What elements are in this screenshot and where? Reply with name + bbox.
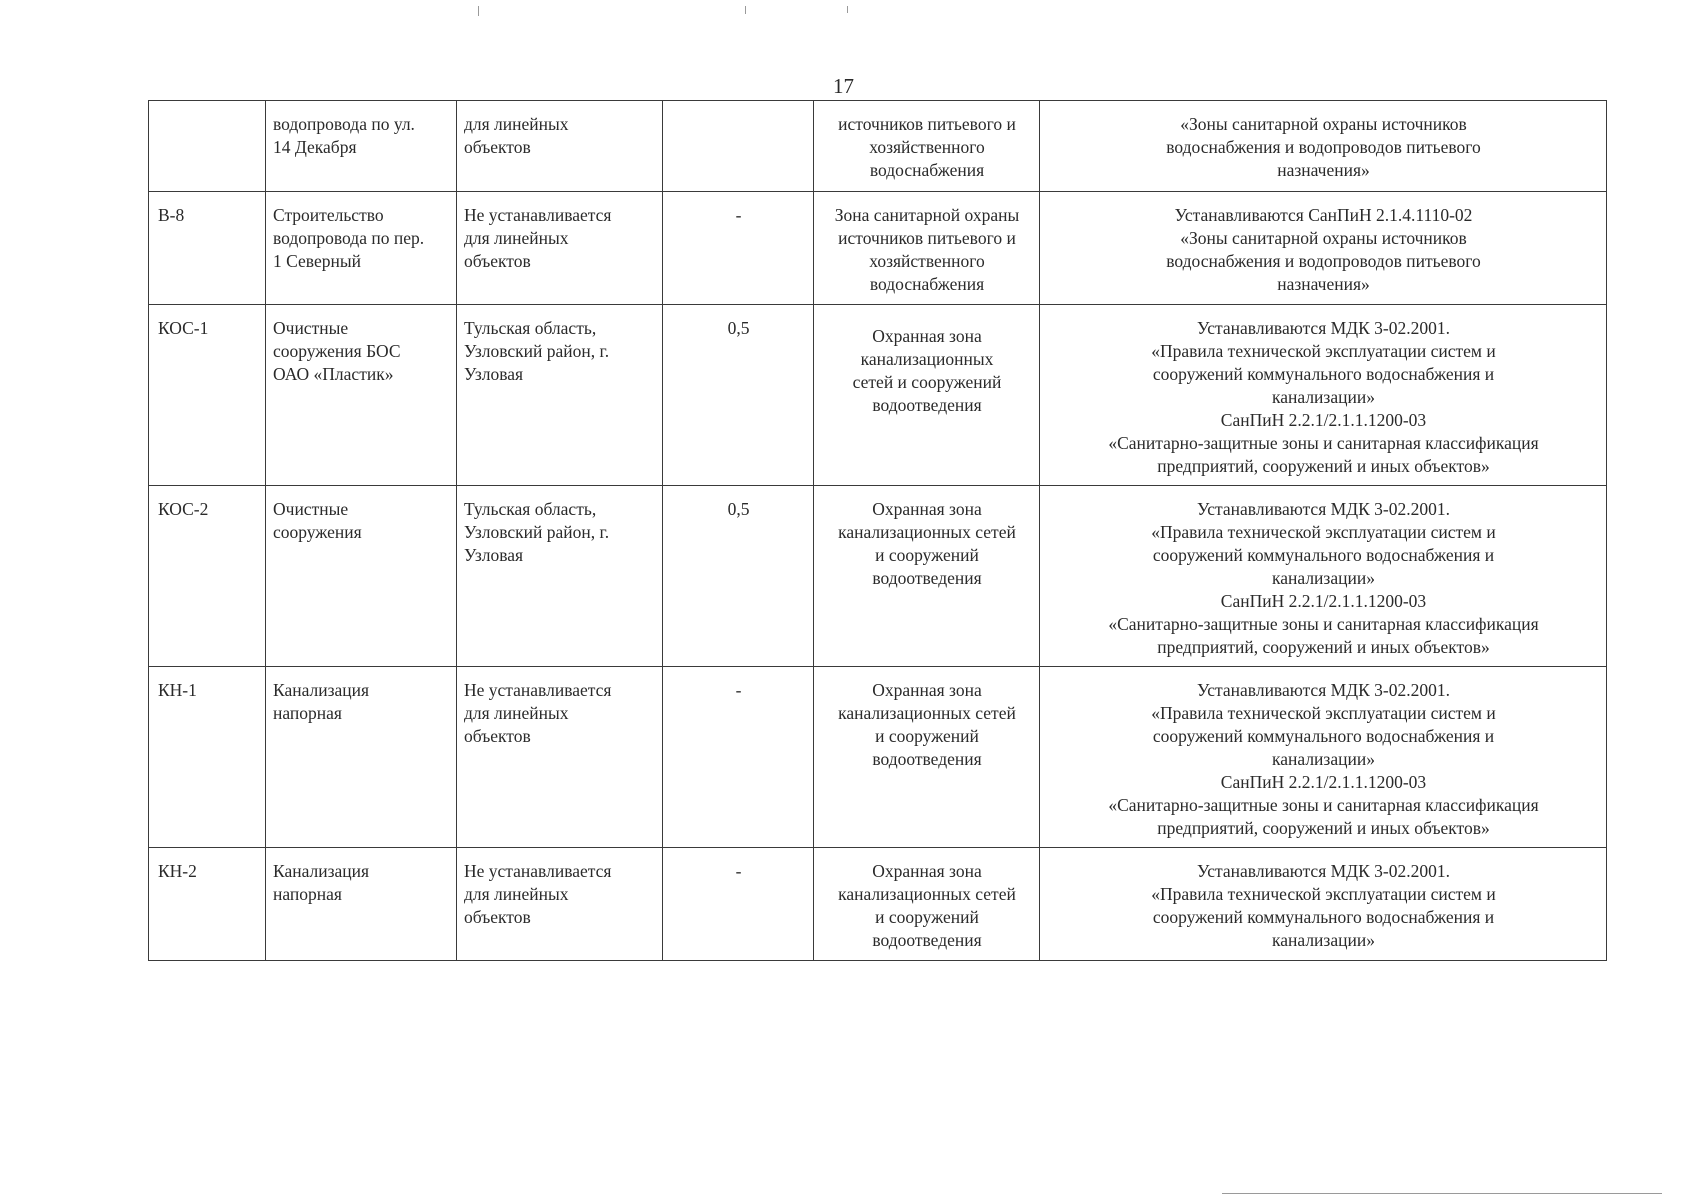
- object-name-line: Канализация: [273, 861, 370, 881]
- location-line: Не устанавливается: [464, 205, 612, 225]
- zone-type-line: водоотведения: [872, 568, 982, 588]
- object-name-line: 1 Северный: [273, 251, 361, 271]
- location-line: Узловая: [464, 545, 524, 565]
- basis-cell: [1040, 848, 1607, 961]
- zones-table: [148, 100, 1607, 961]
- location-cell: [457, 486, 663, 667]
- object-name-cell: [266, 848, 457, 961]
- object-name-line: сооружения БОС: [273, 341, 401, 361]
- zone-type-line: канализационных сетей: [838, 522, 1016, 542]
- basis-cell: [1040, 192, 1607, 305]
- location-line: объектов: [464, 726, 531, 746]
- object-name-cell: [266, 192, 457, 305]
- location-line: для линейных: [464, 884, 569, 904]
- basis-line: СанПиН 2.2.1/2.1.1.1200-03: [1220, 410, 1427, 430]
- basis-line: СанПиН 2.2.1/2.1.1.1200-03: [1220, 591, 1427, 611]
- zone-type-line: Охранная зона: [872, 861, 982, 881]
- zone-type-line: водоснабжения: [869, 160, 985, 180]
- zone-type-line: Охранная зона: [872, 499, 982, 519]
- object-name-line: водопровода по пер.: [273, 228, 425, 248]
- basis-line: сооружений коммунального водоснабжения и: [1152, 907, 1495, 927]
- zone-type-line: водоотведения: [872, 749, 982, 769]
- basis-line: Устанавливаются МДК 3-02.2001.: [1196, 318, 1450, 338]
- location-line: для линейных: [464, 114, 569, 134]
- scan-artifact-top: [478, 6, 479, 16]
- basis-line: «Правила технической эксплуатации систем и: [1151, 522, 1496, 542]
- location-line: объектов: [464, 251, 531, 271]
- object-name-line: напорная: [273, 884, 342, 904]
- basis-line: Устанавливаются СанПиН 2.1.4.1110-02: [1174, 205, 1473, 225]
- basis-line: предприятий, сооружений и иных объектов»: [1157, 637, 1490, 657]
- basis-line: сооружений коммунального водоснабжения и: [1152, 545, 1495, 565]
- zone-type-cell: [814, 305, 1040, 486]
- table-row: [149, 101, 1607, 192]
- object-name-line: Строительство: [273, 205, 384, 225]
- basis-line: предприятий, сооружений и иных объектов»: [1157, 818, 1490, 838]
- basis-line: канализации»: [1272, 568, 1375, 588]
- basis-line: «Санитарно-защитные зоны и санитарная классификация: [1108, 614, 1539, 634]
- location-line: объектов: [464, 907, 531, 927]
- zone-type-line: и сооружений: [875, 726, 979, 746]
- zone-type-cell: [814, 101, 1040, 192]
- object-name-line: Очистные: [273, 318, 349, 338]
- basis-line: назначения»: [1277, 274, 1370, 294]
- basis-cell: [1040, 101, 1607, 192]
- basis-line: канализации»: [1272, 930, 1375, 950]
- object-code-cell: КН-1: [149, 667, 266, 848]
- table-row: [149, 486, 1607, 667]
- zone-size-cell: -: [663, 667, 814, 848]
- zone-type-line: водоснабжения: [869, 274, 985, 294]
- basis-line: «Зоны санитарной охраны источников: [1180, 114, 1467, 134]
- basis-line: водоснабжения и водопроводов питьевого: [1166, 251, 1481, 271]
- zone-type-line: канализационных: [860, 349, 994, 369]
- location-cell: [457, 848, 663, 961]
- zone-type-line: Охранная зона: [872, 326, 982, 346]
- zone-type-line: канализационных сетей: [838, 884, 1016, 904]
- basis-line: «Правила технической эксплуатации систем и: [1151, 341, 1496, 361]
- page-number: 17: [833, 74, 854, 98]
- zone-type-line: и сооружений: [875, 907, 979, 927]
- object-name-line: 14 Декабря: [273, 137, 357, 157]
- location-cell: [457, 305, 663, 486]
- location-line: Тульская область,: [464, 499, 597, 519]
- location-line: Не устанавливается: [464, 680, 612, 700]
- location-line: Узловая: [464, 364, 524, 384]
- object-name-line: водопровода по ул.: [273, 114, 415, 134]
- basis-line: назначения»: [1277, 160, 1370, 180]
- zone-type-line: Зона санитарной охраны: [834, 205, 1020, 225]
- basis-line: «Зоны санитарной охраны источников: [1180, 228, 1467, 248]
- location-line: для линейных: [464, 703, 569, 723]
- basis-line: Устанавливаются МДК 3-02.2001.: [1196, 861, 1450, 881]
- location-line: для линейных: [464, 228, 569, 248]
- location-cell: [457, 667, 663, 848]
- basis-line: водоснабжения и водопроводов питьевого: [1166, 137, 1481, 157]
- location-cell: [457, 101, 663, 192]
- basis-line: сооружений коммунального водоснабжения и: [1152, 364, 1495, 384]
- object-code-cell: КН-2: [149, 848, 266, 961]
- object-code-cell: В-8: [149, 192, 266, 305]
- zone-type-line: источников питьевого и: [838, 114, 1016, 134]
- zone-type-line: хозяйственного: [869, 251, 985, 271]
- scan-artifact-top: [847, 6, 848, 13]
- scan-artifact-bottom: [1222, 1193, 1662, 1194]
- basis-cell: [1040, 486, 1607, 667]
- zone-type-line: водоотведения: [872, 930, 982, 950]
- zone-type-line: источников питьевого и: [838, 228, 1016, 248]
- object-name-line: Канализация: [273, 680, 370, 700]
- basis-line: «Правила технической эксплуатации систем и: [1151, 703, 1496, 723]
- object-code-cell: КОС-1: [149, 305, 266, 486]
- object-name-cell: [266, 486, 457, 667]
- table-row: [149, 667, 1607, 848]
- zone-size-cell: 0,5: [663, 486, 814, 667]
- zone-type-line: хозяйственного: [869, 137, 985, 157]
- object-name-line: ОАО «Пластик»: [273, 364, 394, 384]
- scan-artifact-top: [745, 6, 746, 14]
- object-code-cell: КОС-2: [149, 486, 266, 667]
- zone-type-cell: [814, 192, 1040, 305]
- table-row: [149, 848, 1607, 961]
- object-name-cell: [266, 101, 457, 192]
- zone-type-line: и сооружений: [875, 545, 979, 565]
- basis-line: Устанавливаются МДК 3-02.2001.: [1196, 680, 1450, 700]
- location-line: Узловский район, г.: [464, 522, 610, 542]
- location-line: Узловский район, г.: [464, 341, 610, 361]
- table-row: [149, 192, 1607, 305]
- object-code-cell: [149, 101, 266, 192]
- zone-type-cell: [814, 667, 1040, 848]
- zone-size-cell: [663, 101, 814, 192]
- zone-size-cell: -: [663, 848, 814, 961]
- location-cell: [457, 192, 663, 305]
- basis-line: предприятий, сооружений и иных объектов»: [1157, 456, 1490, 476]
- basis-cell: [1040, 305, 1607, 486]
- zone-type-cell: [814, 848, 1040, 961]
- zone-type-line: канализационных сетей: [838, 703, 1016, 723]
- basis-line: канализации»: [1272, 387, 1375, 407]
- table-row: [149, 305, 1607, 486]
- location-line: Тульская область,: [464, 318, 597, 338]
- basis-cell: [1040, 667, 1607, 848]
- basis-line: «Правила технической эксплуатации систем и: [1151, 884, 1496, 904]
- basis-line: СанПиН 2.2.1/2.1.1.1200-03: [1220, 772, 1427, 792]
- object-name-line: напорная: [273, 703, 342, 723]
- basis-line: Устанавливаются МДК 3-02.2001.: [1196, 499, 1450, 519]
- location-line: Не устанавливается: [464, 861, 612, 881]
- zone-type-line: водоотведения: [872, 395, 982, 415]
- zone-type-line: Охранная зона: [872, 680, 982, 700]
- object-name-cell: [266, 667, 457, 848]
- zone-type-line: сетей и сооружений: [852, 372, 1002, 392]
- object-name-cell: [266, 305, 457, 486]
- basis-line: «Санитарно-защитные зоны и санитарная классификация: [1108, 433, 1539, 453]
- zone-size-cell: 0,5: [663, 305, 814, 486]
- basis-line: «Санитарно-защитные зоны и санитарная классификация: [1108, 795, 1539, 815]
- zone-type-cell: [814, 486, 1040, 667]
- basis-line: канализации»: [1272, 749, 1375, 769]
- object-name-line: Очистные: [273, 499, 349, 519]
- location-line: объектов: [464, 137, 531, 157]
- object-name-line: сооружения: [273, 522, 362, 542]
- zone-size-cell: -: [663, 192, 814, 305]
- basis-line: сооружений коммунального водоснабжения и: [1152, 726, 1495, 746]
